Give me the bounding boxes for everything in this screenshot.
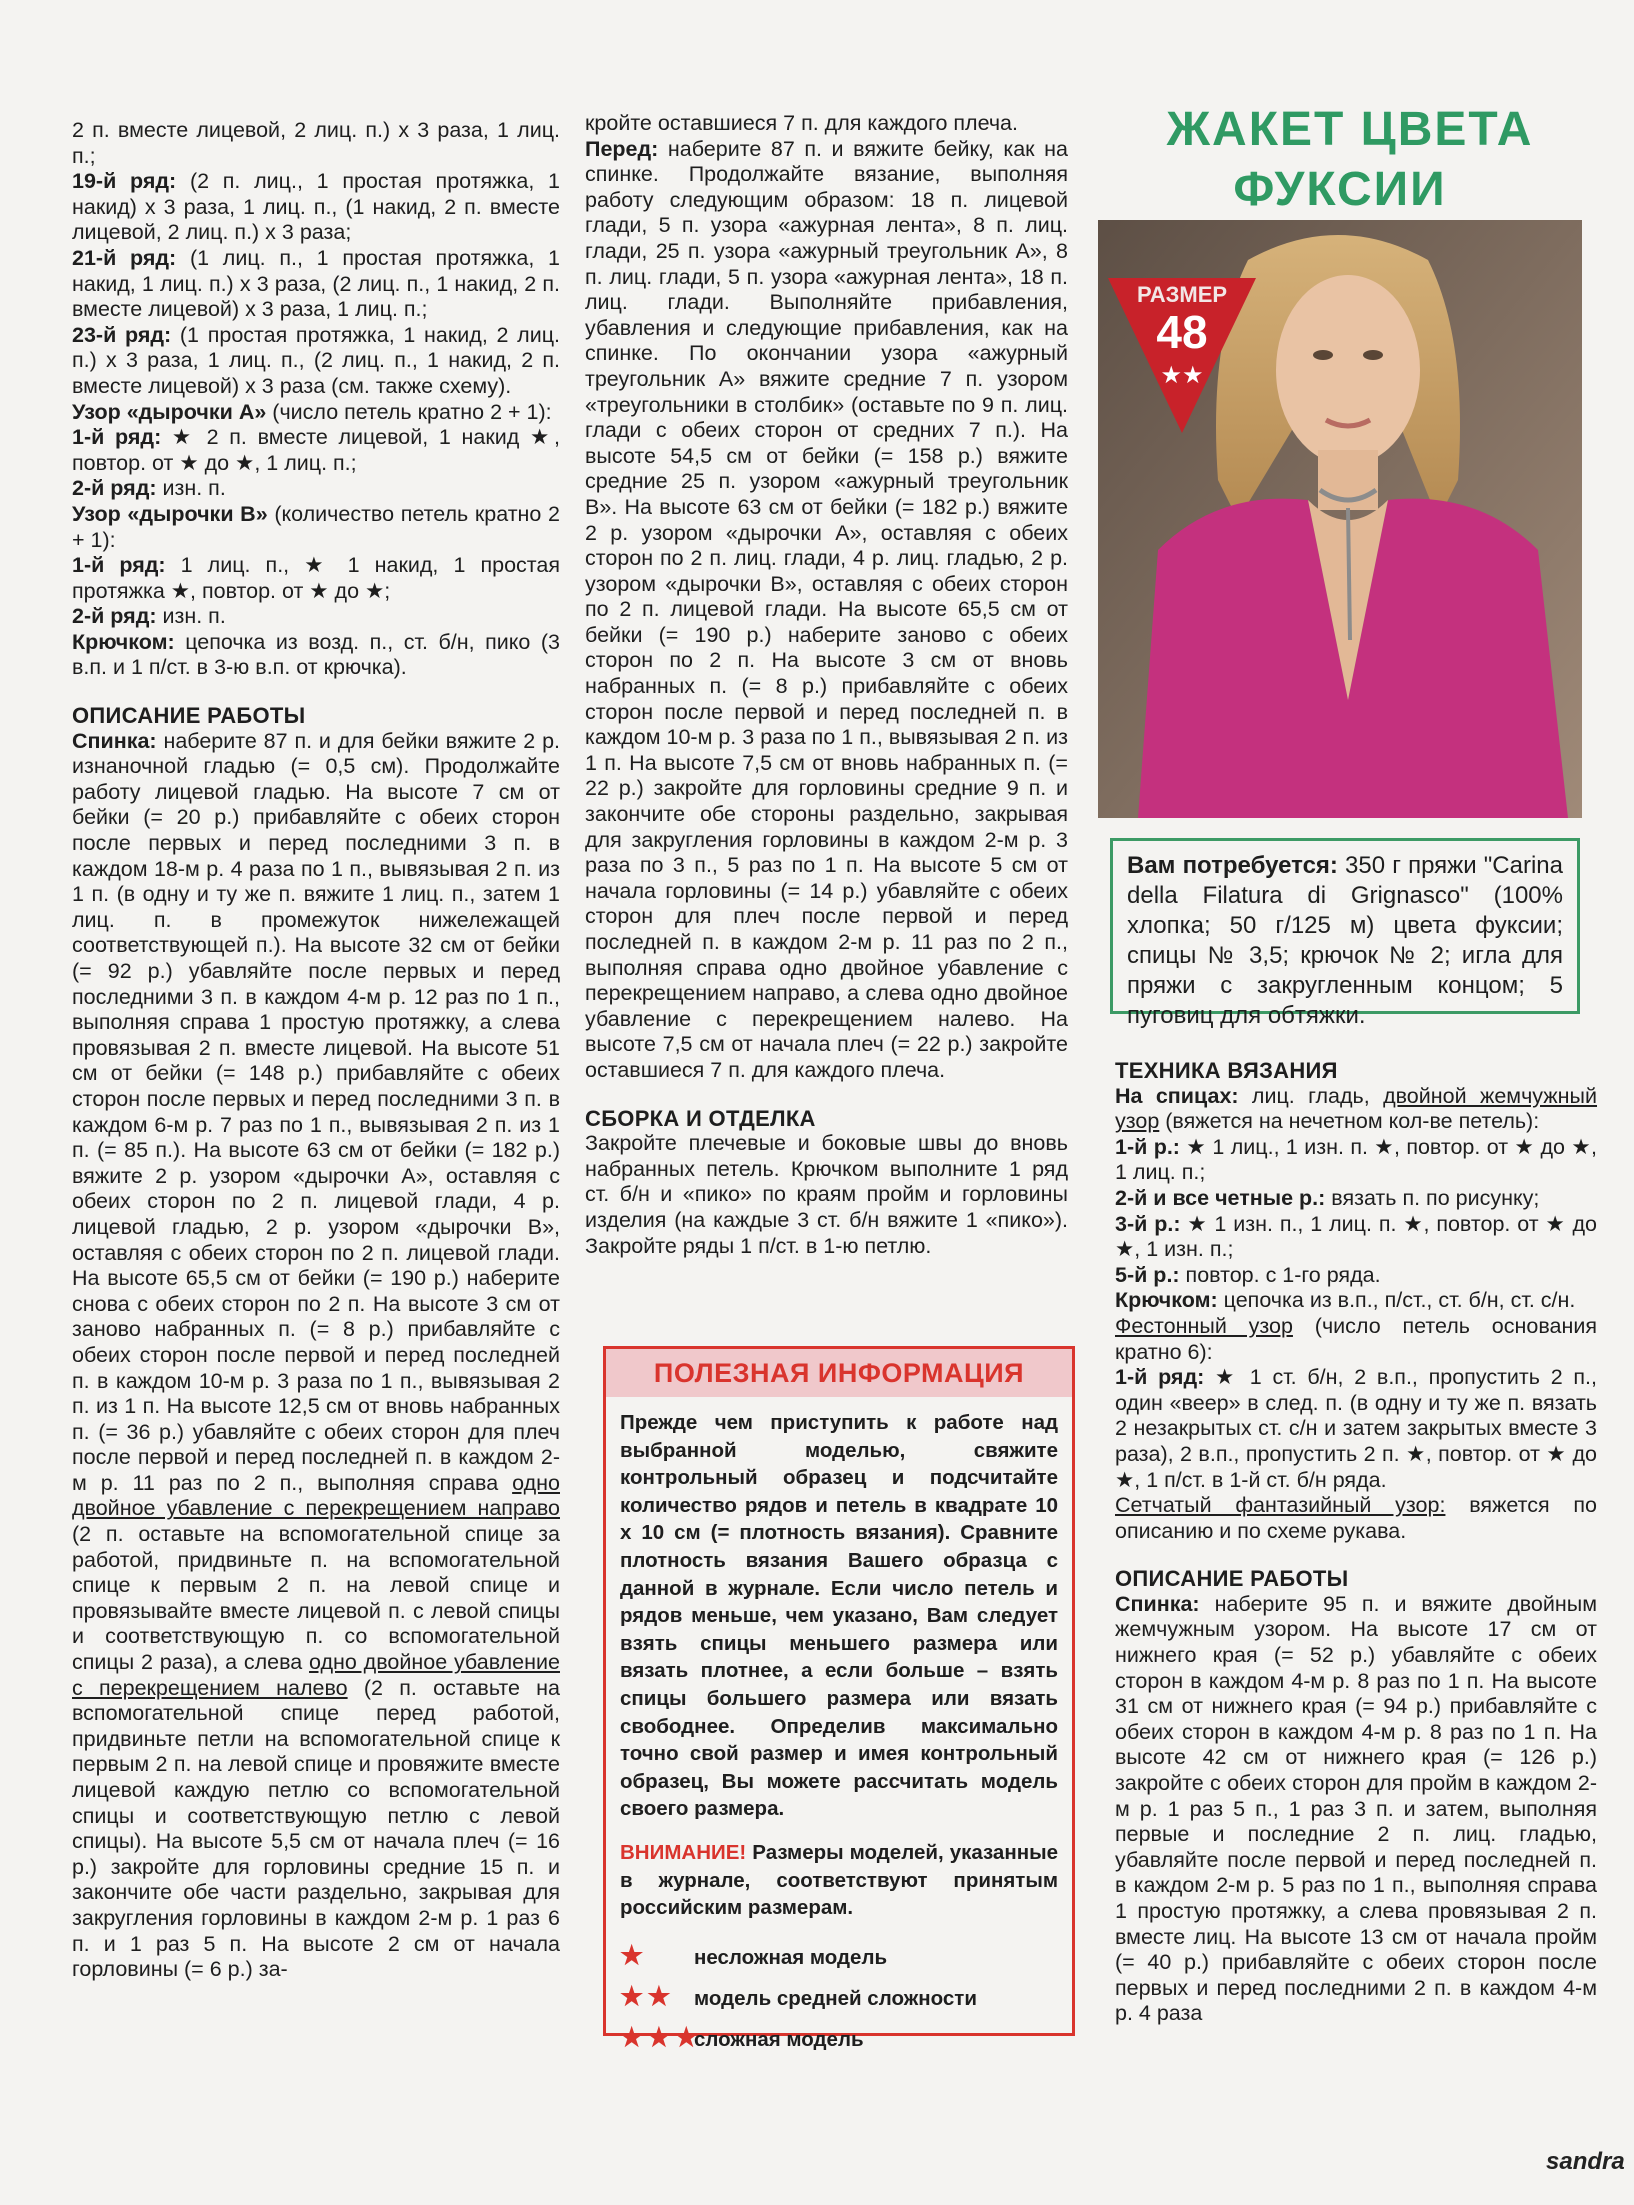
row-text: ★ 2 п. вместе лицевой, 1 накид ★, повтор. от ★ до ★, 1 лиц. п.;	[72, 425, 560, 475]
star-icon: ★	[620, 1939, 648, 1970]
row-label: 19-й ряд:	[72, 169, 177, 194]
row-text: цепочка из в.п., п/ст., ст. б/н, ст. с/н.	[1217, 1288, 1576, 1313]
underlined-term: Сетчатый фантазийный узор:	[1115, 1493, 1446, 1518]
row-text: (число петель кратно 2 + 1):	[266, 399, 552, 424]
row-label: Крючком:	[1115, 1288, 1218, 1313]
difficulty-legend	[620, 1936, 1058, 2059]
row-text: (вяжется на нечетном кол-ве петель):	[1159, 1109, 1540, 1134]
back-text-part-c: (2 п. оставьте на вспомогательной спице перед работой, придвиньте петли на вспомогательной спице к первым 2 п. на левой спице и провяжите вместе лицевой каждую петлю со вспомогательной спицы и соответствующую петлю с левой спицы). На высоте 5,5 см от начала плеч (= 16 р.) закройте для горловины средние 15 п. и закончите обе части раздельно, закрывая для закругления горловины в каждом 2-м р. 1 раз 6 п. и 1 раз 5 п. На высоте 2 см от начала горловины (= 6 р.) за-	[72, 1675, 560, 1982]
difficulty-easy	[620, 1936, 1058, 1977]
star-icon: ★★	[620, 1980, 675, 2011]
useful-info-title: ПОЛЕЗНАЯ ИНФОРМАЦИЯ	[606, 1349, 1072, 1397]
column-2	[585, 111, 1068, 1259]
difficulty-label: несложная модель	[694, 1945, 888, 1969]
work-description-title: ОПИСАНИЕ РАБОТЫ	[72, 703, 306, 729]
text-line	[72, 604, 560, 630]
technique-list	[1115, 1084, 1597, 1545]
row-label: 21-й ряд:	[72, 245, 177, 270]
row-text: вяжется по описанию и по схеме рукава.	[1115, 1493, 1597, 1543]
attention-label: ВНИМАНИЕ!	[620, 1840, 747, 1864]
decrease-left-term: одно двойное убавление с перекрещением налево	[72, 1650, 560, 1700]
size-difficulty-stars: ★★	[1160, 361, 1204, 389]
row-text: (1 простая протяжка, 1 накид, 2 лиц. п.) х 3 раза, 1 лиц. п., (2 лиц. п., 1 накид, 2 п. вместе лицевой) х 3 раза (см. также схему).	[72, 322, 561, 398]
text-line	[1115, 1365, 1597, 1493]
pattern-rows-list	[72, 118, 560, 681]
back-instructions	[72, 729, 560, 1983]
front-label: Перед:	[585, 136, 659, 161]
size-badge	[1102, 268, 1262, 438]
row-label: Узор «дырочки А»	[72, 399, 267, 424]
row-label: 2-й и все четные р.:	[1115, 1185, 1326, 1210]
article-title	[1110, 100, 1590, 220]
row-label: 1-й ряд:	[72, 553, 166, 578]
text-line	[72, 553, 560, 604]
back-text-part-a: наберите 87 п. и для бейки вяжите 2 р. изнаночной гладью (= 0,5 см). Продолжайте работу лицевой гладью. На высоте 7 см от бейки (= 20 р.) прибавляйте с обеих сторон после первых и перед последними 3 п. в каждом 18-м р. 4 раза по 1 п., вывязывая 2 п. из 1 п. (в одну и ту же п. вяжите 1 лиц. п., затем 1 лиц. п. в промежуток нижележащей соответствующей п.). На высоте 32 см от бейки (= 92 р.) убавляйте после первых и перед последними 3 п. в каждом 4-м р. 12 раз по 1 п., выполняя справа 1 простую протяжку, а слева провязывая 2 п. вместе лицевой. На высоте 51 см от бейки (= 148 р.) прибавляйте с обеих сторон после первых и перед последними 3 п. в каждом 6-м р. 7 раз по 1 п., вывязывая 2 п. из 1 п. (= 85 п.). На высоте 63 см от бейки (= 182 р.) вяжите 2 р. узором «дырочки А», оставляя с обеих сторон по 2 п. лицевой глади, 4 р. лицевой гладью, 2 р. узором «дырочки В», оставляя с обеих сторон по 2 п. лицевой глади. На высоте 65,5 см от бейки (= 190 р.) наберите снова с обеих сторон по 2 п. На высоте 3 см от заново набранных п. (= 8 р.) прибавляйте с обеих сторон после первой и перед последней п. в каждом 10-м р. 3 раза по 1 п., вывязывая 2 п. из 1 п. На высоте 12,5 см от вновь набранных п. (= 36 р.) убавляйте с обеих сторон для плеч после первой и перед последней п. в каждом 2-м р. 11 раз по 2 п., выполняя справа	[72, 728, 560, 1495]
row-text: (1 лиц. п., 1 простая протяжка, 1 накид, 1 лиц. п.) х 3 раза, (2 лиц. п., 1 накид, 2 п. вместе лицевой) х 3 раза, 1 лиц. п.;	[72, 245, 560, 322]
row-text: ★ 1 ст. б/н, 2 в.п., пропустить 2 п., один «веер» в след. п. (в одну и ту же п. вязать 2 незакрытых ст. с/н и затем закрытых вместе 3 раза), 2 в.п., пропустить 2 п. ★, повтор. от ★ до ★, 1 п/ст. в 1-й ст. б/н ряда.	[1115, 1365, 1597, 1492]
technique-title: ТЕХНИКА ВЯЗАНИЯ	[1115, 1058, 1338, 1083]
row-label: 2-й ряд:	[72, 604, 157, 629]
text-line: 2 п. вместе лицевой, 2 лиц. п.) х 3 раза, 1 лиц. п.;	[72, 118, 560, 168]
work-description-title-2: ОПИСАНИЕ РАБОТЫ	[1115, 1566, 1349, 1592]
decrease-right-term: одно двойное убавление с перекрещением направо	[72, 1470, 560, 1521]
column-1	[72, 118, 560, 1983]
text-line	[1115, 1135, 1597, 1186]
row-label: Крючком:	[72, 629, 175, 654]
front-instructions	[585, 137, 1068, 1084]
row-label: 2-й ряд:	[72, 476, 157, 501]
text-line	[1115, 1084, 1597, 1135]
row-label: 3-й р.:	[1115, 1211, 1181, 1236]
back-label: Спинка:	[72, 728, 157, 753]
row-text: изн. п.	[156, 476, 226, 501]
text-line	[72, 169, 560, 246]
useful-info-box	[603, 1346, 1075, 2052]
text-line	[1115, 1493, 1597, 1544]
row-text: ★ 1 изн. п., 1 лиц. п. ★, повтор. от ★ до ★, 1 изн. п.;	[1115, 1211, 1598, 1262]
row-text: цепочка из возд. п., ст. б/н, пико (3 в.п. и 1 п/ст. в 3-ю в.п. от крючка).	[72, 629, 560, 680]
row-text: (число петель основания кратно 6):	[1115, 1313, 1597, 1364]
row-label: 1-й ряд:	[1115, 1365, 1205, 1390]
text-line	[1115, 1186, 1597, 1212]
text-line	[1115, 1288, 1597, 1314]
row-text: повтор. с 1-го ряда.	[1179, 1262, 1381, 1287]
row-label: 1-й р.:	[1115, 1134, 1180, 1159]
row-text: изн. п.	[156, 604, 226, 629]
star-icon: ★★★	[620, 2021, 702, 2052]
useful-info-body: Прежде чем приступить к работе над выбранной моделью, свяжите контрольный образец и подсчитайте количество рядов и петель в квадрате 10 х 10 см (= плотность вязания). Сравните плотность вязания Вашего образца с данной в журнале. Если число петель и рядов меньше, чем указано, Вам следует взять спицы меньшего размера или вязать плотнее, а если больше – взять спицы большего размера или вязать свободнее. Определив максимально точно свой размер и имея контрольный образец, Вы можете рассчитать модель своего размера.	[620, 1411, 1058, 1821]
back-instructions-2	[1115, 1592, 1597, 2027]
text-line	[1115, 1314, 1597, 1365]
row-label: 1-й ряд:	[72, 425, 162, 450]
title-line-1: ЖАКЕТ ЦВЕТА	[1166, 103, 1534, 156]
text-line	[72, 246, 560, 323]
row-text: 1 лиц. п., ★ 1 накид, 1 простая протяжка ★, повтор. от ★ до ★;	[72, 553, 560, 603]
back-text-part-b: (2 п. оставьте на вспомогательной спице за работой, придвиньте п. на вспомогательной спице к первым 2 п. на левой спице и провязывайте вместе лицевой п. с левой спицы и соответствующую п. со вспомогательной спицы 2 раза), а слева	[72, 1522, 560, 1675]
row-text: лиц. гладь,	[1238, 1083, 1384, 1108]
text-line	[72, 630, 560, 681]
row-label: 5-й р.:	[1115, 1262, 1180, 1287]
text-line	[72, 476, 560, 502]
difficulty-label: модель средней сложности	[694, 1986, 977, 2010]
row-text: (количество петель кратно 2 + 1):	[72, 501, 560, 552]
column-3	[1115, 1058, 1597, 2027]
front-text: наберите 87 п. и вяжите бейку, как на спинке. Продолжайте вязание, выполняя работу следующим образом: 18 п. лицевой глади, 5 п. узора «ажурная лента», 8 п. лиц. глади, 25 п. узора «ажурный треугольник А», 8 п. лиц. глади, 5 п. узора «ажурная лента», 18 п. лиц. глади. Выполняйте прибавления, убавления и следующие прибавления, как на спинке. По окончании узора «ажурный треугольник А» вяжите средние 7 п. узором «треугольники в столбик» (оставьте по 9 п. лиц. глади с обеих сторон от средних 7 п.). На высоте 54,5 см от бейки (= 158 р.) вяжите средние 25 п. узором «ажурный треугольник В». На высоте 63 см от бейки (= 182 р.) вяжите 2 р. узором «дырочки А», оставляя с обеих сторон по 2 п. лиц. глади, 4 р. лиц. гладью, 2 р. узором «дырочки В», оставляя с обеих сторон по 2 п. лицевой глади. На высоте 65,5 см от бейки (= 190 р.) наберите заново с обеих сторон по 2 п. На высоте 3 см от вновь набранных п. (= 8 р.) прибавляйте с обеих сторон после первой и перед последней п. в каждом 10-м р. 3 раза по 1 п., вывязывая 2 п. из 1 п. На высоте 7,5 см от вновь набранных п. (= 22 р.) закройте для горловины средние 9 п. и закончите обе стороны раздельно, закрывая для закругления горловины в каждом 2-м р. 3 раза по 3 п., 5 раз по 1 п. На высоте 5 см от начала горловины (= 14 р.) убавляйте с обеих сторон для плеч после первой и перед последней п. в каждом 2-м р. 11 раз по 2 п., выполняя справа одно двойное убавление с перекрещением направо, а слева одно двойное убавление с перекрещением налево. На высоте 7,5 см от начала плеч (= 22 р.) закройте оставшиеся 7 п. для каждого плеча.	[585, 136, 1068, 1082]
size-value: 48	[1156, 306, 1208, 358]
row-text: ★ 1 лиц., 1 изн. п. ★, повтор. от ★ до ★, 1 лиц. п.;	[1115, 1134, 1597, 1185]
difficulty-hard	[620, 2018, 1058, 2059]
difficulty-medium	[620, 1977, 1058, 2018]
materials-box	[1110, 838, 1580, 1029]
materials-text: 350 г пряжи "Carina della Filatura di Grignasco" (100% хлопка; 50 г/125 м) цвета фуксии; спицы № 3,5; крючок № 2; игла для пряжи с закругленным концом; 5 пуговиц для обтяжки.	[1127, 852, 1563, 1029]
attention-note	[620, 1839, 1058, 1922]
shoulder-continuation: кройте оставшиеся 7 п. для каждого плеча.	[585, 111, 1018, 135]
text-line	[72, 323, 560, 400]
text-line	[72, 502, 560, 553]
text-line	[72, 425, 560, 476]
assembly-text: Закройте плечевые и боковые швы до вновь набранных петель. Крючком выполните 1 ряд ст. б/н и «пико» по краям пройм и горловины изделия (на каждые 3 ст. б/н вяжите 1 «пико»). Закройте ряды 1 п/ст. в 1-ю петлю.	[585, 1131, 1068, 1258]
title-line-2: ФУКСИИ	[1233, 163, 1447, 216]
row-label: На спицах:	[1115, 1083, 1239, 1108]
difficulty-label: сложная модель	[694, 2027, 864, 2051]
underlined-term: Фестонный узор	[1115, 1313, 1293, 1338]
text-line	[1115, 1212, 1597, 1263]
row-label: 23-й ряд:	[72, 322, 172, 347]
row-text: (2 п. лиц., 1 простая протяжка, 1 накид) х 3 раза, 1 лиц. п., (1 накид, 2 п. вместе лицевой, 2 лиц. п.) х 3 раза;	[72, 169, 560, 245]
row-text: вязать п. по рисунку;	[1325, 1185, 1540, 1210]
back-label-2: Спинка:	[1115, 1591, 1200, 1616]
attention-text: Размеры моделей, указанные в журнале, соответствуют принятым российским размерам.	[620, 1840, 1058, 1920]
size-label: РАЗМЕР	[1136, 282, 1228, 307]
text-line	[1115, 1263, 1597, 1289]
back-text-2: наберите 95 п. и вяжите двойным жемчужным узором. На высоте 17 см от нижнего края (= 52 р.) убавляйте с обеих сторон в каждом 4-м р. 8 раз по 1 п. На высоте 31 см от нижнего края (= 94 р.) прибавляйте с обеих сторон в каждом 4-м р. 8 раз по 1 п. На высоте 42 см от нижнего края (= 126 р.) закройте с обеих сторон для пройм в каждом 2-м р. 1 раз 5 п., 1 раз 3 п. и затем, выполняя первые и последние 2 п. лиц. гладью, убавляйте после первой и перед последней п. в каждом 2-м р. 5 раз по 1 п., выполняя справа 1 простую протяжку, а слева провязывая 2 п. вместе лиц. На высоте 13 см от начала пройм (= 40 р.) прибавляйте с обеих сторон после первых и перед последними 2 п. в каждом 4-м р. 4 раза	[1115, 1591, 1597, 2026]
underlined-term: двойной жемчужный узор	[1115, 1083, 1598, 1134]
row-label: Узор «дырочки В»	[72, 501, 268, 526]
assembly-title: СБОРКА И ОТДЕЛКА	[585, 1105, 816, 1131]
magazine-brand: sandra	[1546, 2148, 1625, 2175]
materials-label: Вам потребуется:	[1127, 852, 1338, 879]
text-line	[72, 400, 560, 426]
